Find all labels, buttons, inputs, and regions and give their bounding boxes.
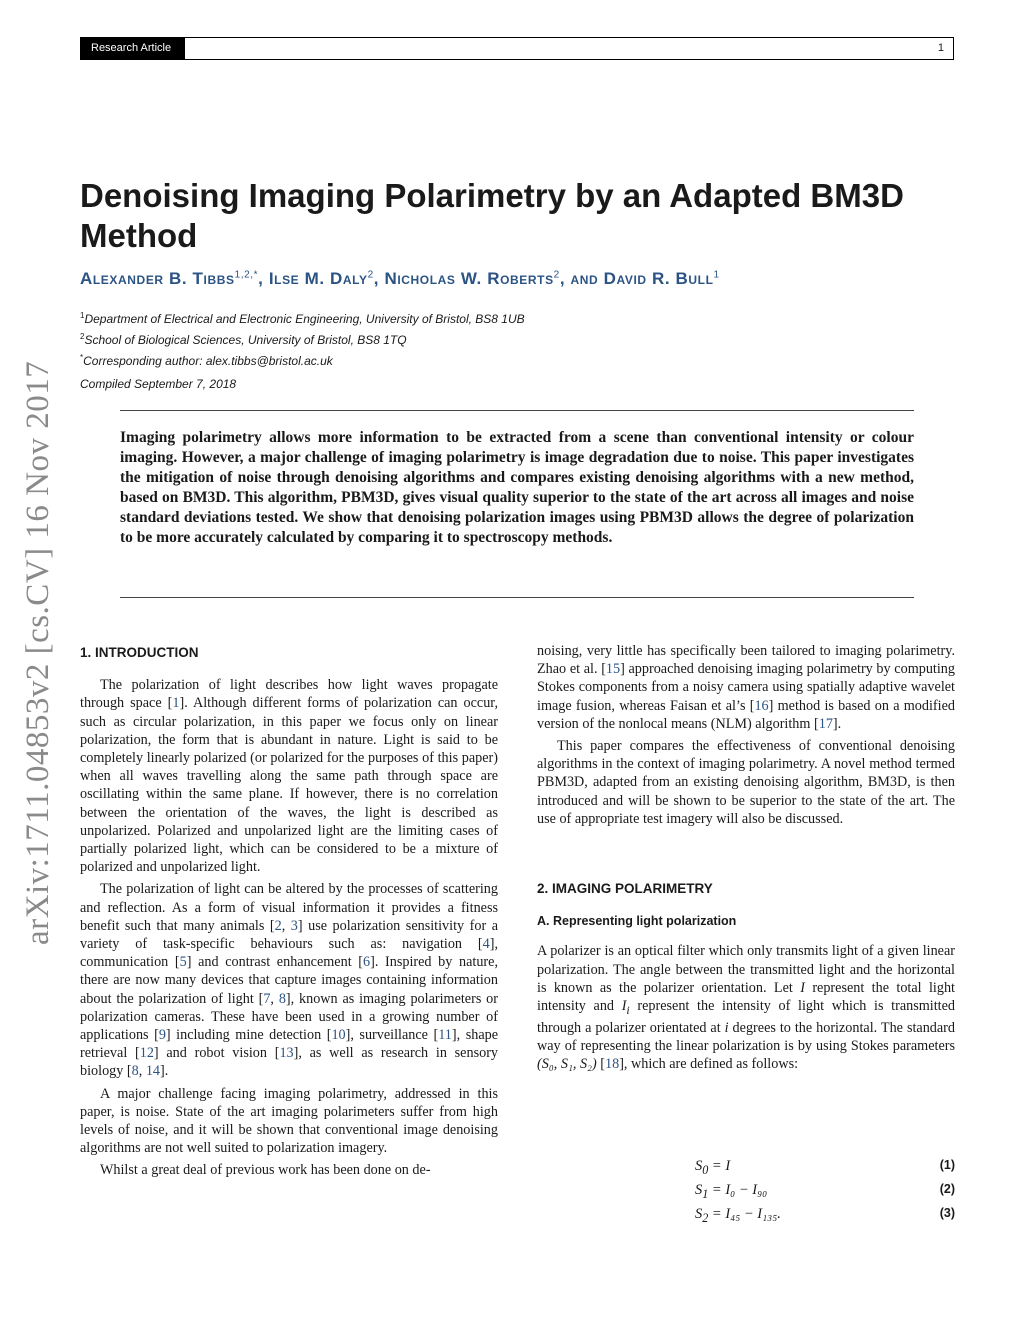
citation-link[interactable]: 18 [605, 1056, 620, 1073]
equation-number: (3) [939, 1206, 955, 1220]
citation-link[interactable]: 17 [818, 715, 833, 732]
citation-link[interactable]: 3 [290, 917, 298, 934]
article-type-label: Research Article [81, 38, 185, 59]
left-column [80, 640, 498, 1184]
paragraph: The polarization of light describes how light waves propagate through space [1]. Although different forms of polarization can occur, such as circular polarization, in this paper we focus only on linear polarization, the form that is abundant in nature. Light is said to be completely linearly polarized (or polarized for the purposes of this paper) when all waves travelling along the same path through space are oscillating within the same plane. If however, there is no correlation between the orientation of the waves, the light is described as unpolarized. Polarized and unpolarized light are the limiting cases of partially polarized light, which can be considered to be a mixture of polarized and unpolarized light. [80, 677, 498, 876]
paragraph: A polarizer is an optical filter which only transmits light of a given linear polarization. The angle between the transmitted light and the horizontal is known as the polarizer orientation. Let I represent the total light intensity and $I_i$ represent the intensity of light which is transmitted through a polarizer orientated at i degrees to the horizontal. The standard way of representing the linear polarization is by using Stokes parameters (S₀, S₁, S₂) [18], which are defined as follows: [537, 943, 956, 1073]
equation-number: (2) [939, 1182, 955, 1196]
citation-link[interactable]: 8 [278, 990, 286, 1007]
arxiv-identifier-stamp: arXiv:1711.04853v2 [cs.CV] 16 Nov 2017 [20, 360, 56, 945]
paragraph: A major challenge facing imaging polarimetry, addressed in this paper, is noise. State of the art imaging polarimeters suffer from high levels of noise, and it will be shown that conventional image denoising algorithms are not well suited to polarization imagery. [80, 1085, 498, 1157]
affiliation-mark: 1 [80, 311, 85, 320]
page-number: 1 [937, 42, 944, 54]
equation-block [537, 1158, 955, 1230]
compiled-date: Compiled September 7, 2018 [80, 377, 237, 391]
affiliation-text: School of Biological Sciences, University of Bristol, BS8 1TQ [84, 333, 407, 347]
paragraph: Whilst a great deal of previous work has been done on de- [100, 1162, 431, 1179]
citation-link[interactable]: 5 [179, 954, 187, 971]
citation-link[interactable]: 7 [263, 990, 271, 1007]
author-list [80, 269, 720, 289]
citation-link[interactable]: 10 [331, 1027, 346, 1044]
equation: $S_0 = I$ (1) [695, 1158, 955, 1177]
author-name: Alexander B. Tibbs [80, 269, 235, 288]
paragraph: This paper compares the effectiveness of conventional denoising algorithms in the context of imaging polarimetry. A novel method termed PBM3D, adapted from an existing denoising algorithm, BM3D, is then introduced and will be shown to be superior to the state of the art. The use of appropriate test imagery will also be discussed. [537, 738, 955, 827]
author-name: David R. Bull [603, 269, 714, 288]
section-heading-introduction: 1. INTRODUCTION [80, 645, 199, 660]
corresponding-author-text: Corresponding author: alex.tibbs@bristol.ac.uk [83, 354, 333, 368]
author-affiliation-mark: 2 [367, 269, 374, 281]
affiliation-list [80, 307, 525, 370]
citation-link[interactable]: 4 [482, 936, 490, 953]
equation: $S_1 = I_0 - I_{90}$ (2) [695, 1182, 955, 1201]
abstract: Imaging polarimetry allows more information to be extracted from a scene than conventional intensity or colour imaging. However, a major challenge of imaging polarimetry is image degradation due to noise. This paper investigates the mitigation of noise through denoising algorithms and compares existing denoising algorithms with a new method, based on BM3D. This algorithm, PBM3D, gives visual quality superior to the state of the art across all images and noise standard deviations tested. We show that denoising polarization images using PBM3D allows the degree of polarization to be more accurately calculated by comparing it to spectroscopy methods. [120, 429, 914, 546]
running-header [80, 37, 954, 60]
citation-link[interactable]: 16 [754, 697, 769, 714]
equation: $S_2 = I_{45} - I_{135}$. (3) [695, 1206, 955, 1225]
subsection-heading: A. Representing light polarization [537, 914, 737, 929]
author-separator: , [373, 269, 385, 288]
author-name: Ilse M. Daly [268, 269, 368, 288]
section-heading-imaging-polarimetry: 2. IMAGING POLARIMETRY [537, 881, 713, 897]
citation-link[interactable]: 14 [145, 1063, 160, 1080]
abstract-top-rule [120, 410, 914, 411]
abstract-bottom-rule [120, 597, 914, 598]
citation-link[interactable]: 9 [158, 1027, 166, 1044]
section-spacer [537, 832, 955, 876]
affiliation-mark: 2 [80, 332, 85, 341]
paragraph: The polarization of light can be altered by the processes of scattering and reflection. As a form of visual information it provides a fitness benefit such that many animals [2, 3] use polarization sensitivity for a variety of task-specific behaviours such as: navigation [4], communication [5] and contrast enhancement [6]. Inspired by nature, there are now many devices that capture images containing information about the polarization of light [7, 8], known as imaging polarimeters or polarization cameras. These have been used in a growing number of applications [9] including mine detection [10], surveillance [11], shape retrieval [12] and robot vision [13], as well as research in sensory biology [8, 14]. [80, 881, 499, 1080]
affiliation-item [80, 328, 525, 349]
affiliation-mark: * [80, 353, 84, 362]
citation-link[interactable]: 11 [438, 1027, 452, 1044]
affiliation-item [80, 307, 525, 328]
citation-link[interactable]: 8 [131, 1063, 139, 1080]
author-separator: , [258, 269, 269, 288]
author-separator: , and [559, 269, 604, 288]
equation-number: (1) [939, 1158, 955, 1172]
affiliation-text: Department of Electrical and Electronic Engineering, University of Bristol, BS8 1UB [84, 312, 525, 326]
author-affiliation-mark: 2 [553, 269, 560, 281]
author-name: Nicholas W. Roberts [384, 269, 554, 288]
paragraph: noising, very little has specifically been tailored to imaging polarimetry. Zhao et al. [15] approached denoising imaging polarimetry by computing Stokes components from a noisy camera using spatially adaptive wavelet image fusion, whereas Faisan et al’s [16] method is based on a modified version of the nonlocal means (NLM) algorithm [17]. [537, 643, 955, 732]
citation-link[interactable]: 2 [274, 917, 282, 934]
author-affiliation-mark: 1,2,* [234, 269, 259, 281]
paper-title: Denoising Imaging Polarimetry by an Adapted BM3D Method [80, 177, 904, 254]
citation-link[interactable]: 6 [363, 954, 371, 971]
citation-link[interactable]: 13 [279, 1045, 294, 1062]
author-affiliation-mark: 1 [713, 269, 720, 281]
affiliation-item [80, 349, 525, 370]
citation-link[interactable]: 1 [172, 695, 180, 712]
citation-link[interactable]: 12 [139, 1045, 154, 1062]
citation-link[interactable]: 15 [605, 661, 621, 678]
right-column [537, 642, 955, 1078]
